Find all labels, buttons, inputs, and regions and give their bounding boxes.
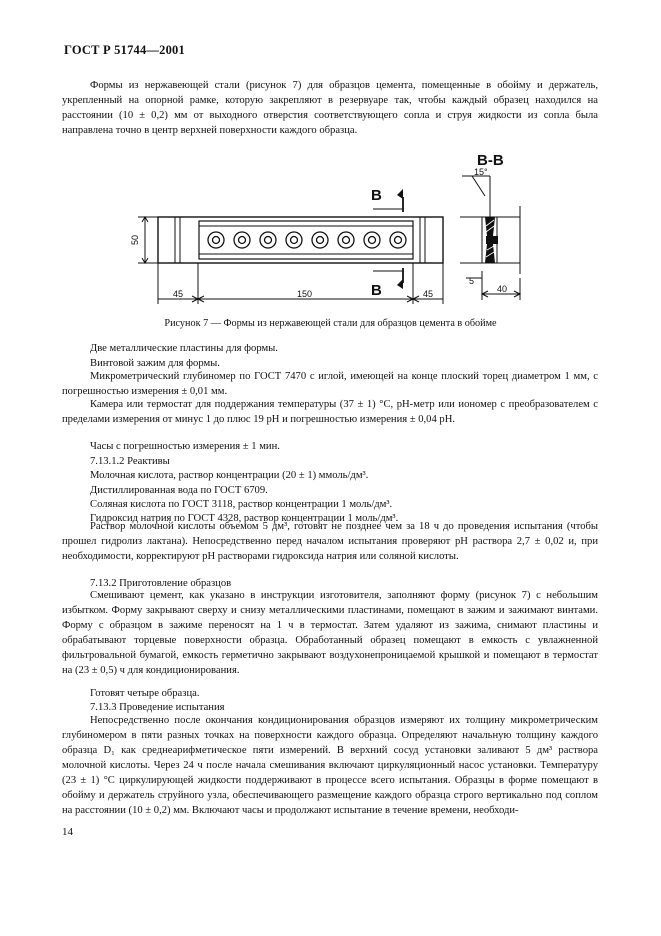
sample-hole bbox=[286, 232, 302, 248]
dim-height: 50 bbox=[130, 234, 140, 245]
subsection-heading: 7.13.1.2 Реактивы bbox=[90, 456, 170, 467]
body-paragraph: Винтовой зажим для формы. bbox=[90, 358, 220, 369]
section-mark-bottom: В bbox=[371, 282, 382, 299]
page-number: 14 bbox=[62, 826, 73, 838]
dim-right: 45 bbox=[423, 289, 434, 299]
body-paragraph: Дистиллированная вода по ГОСТ 6709. bbox=[90, 485, 268, 496]
dim-side-width: 40 bbox=[497, 284, 508, 294]
sample-hole bbox=[312, 232, 328, 248]
sample-hole bbox=[338, 232, 354, 248]
body-paragraph: Гидроксид натрия по ГОСТ 4328, раствор концентрации 1 моль/дм³. bbox=[90, 513, 399, 524]
subsection-heading: 7.13.3 Проведение испытания bbox=[90, 702, 225, 713]
figure-7-drawing bbox=[0, 0, 661, 336]
sample-hole bbox=[364, 232, 380, 248]
sample-hole bbox=[208, 232, 224, 248]
angle-label: 15° bbox=[474, 167, 488, 177]
dim-middle: 150 bbox=[297, 289, 313, 299]
body-paragraph: Камера или термостат для поддержания температуры (37 ± 1) °С, рН-метр или иономер с преобразователем с пределами измерения от минус 1 до плюс 19 рН и погрешностью измерения ± 0,04 рН. bbox=[62, 399, 598, 425]
sample-hole bbox=[260, 232, 276, 248]
standard-title: ГОСТ Р 51744—2001 bbox=[64, 43, 185, 57]
dim-side-small: 5 bbox=[469, 276, 475, 286]
sample-hole bbox=[234, 232, 250, 248]
body-paragraph: Часы с погрешностью измерения ± 1 мин. bbox=[90, 441, 280, 452]
body-paragraph: Готовят четыре образца. bbox=[90, 688, 200, 699]
body-paragraph: Микрометрический глубиномер по ГОСТ 7470 с иглой, имеющей на конце плоский торец диаметром 1 мм, с погрешностью измерения ± 0,01 мм. bbox=[62, 371, 598, 397]
body-paragraph: Две металлические пластины для формы. bbox=[90, 343, 278, 354]
subsection-heading: 7.13.2 Приготовление образцов bbox=[90, 578, 232, 589]
section-mark-top: В bbox=[371, 187, 382, 204]
dim-left: 45 bbox=[173, 289, 184, 299]
sample-hole bbox=[390, 232, 406, 248]
body-paragraph: Смешивают цемент, как указано в инструкции изготовителя, заполняют форму (рисунок 7) с небольшим избытком. Форму закрывают сверху и снизу металлическими пластинами, помещают в зажим и зажимают винтами. Форму с образцом в зажиме переносят на 1 ч в термостат. Затем удаляют из зажима, снимают пластины и обрабатывают торцевые поверхности образца. Обработанный образец помещают в емкость с увлажненной фильтровальной бумагой, емкость герметично закрывают воздухонепроницаемой крышкой и помещают в термостат на (23 ± 0,5) ч для кондиционирования. bbox=[62, 590, 598, 676]
body-paragraph: Непосредственно после окончания кондиционирования образцов измеряют их толщину микрометрическим глубиномером в пяти разных точках на поверхности каждого образца. Определяют начальную толщину каждого образца D₁ как среднеарифметическое пяти измерений. В верхний сосуд установки заливают 5 дм³ раствора молочной кислоты. Через 24 ч после начала смешивания включают циркуляционный насос установки. Температуру (23 ± 1) °С циркулирующей жидкости поддерживают в процессе всего испытания. Образцы в форме помещают в обойму и держатель струйного узла, обеспечивающего размещение каждого образца строго вертикально под соплом на расстоянии (10 ± 0,2) мм. Включают часы и продолжают испытание в течение времени, необходи- bbox=[62, 715, 598, 816]
body-paragraph: Молочная кислота, раствор концентрации (20 ± 1) ммоль/дм³. bbox=[90, 470, 369, 481]
figure-caption: Рисунок 7 — Формы из нержавеющей стали для образцов цемента в обойме bbox=[164, 318, 497, 329]
body-paragraph: Соляная кислота по ГОСТ 3118, раствор концентрации 1 моль/дм³. bbox=[90, 499, 393, 510]
body-paragraph: Раствор молочной кислоты объемом 5 дм³, готовят не позднее чем за 18 ч до проведения испытания (чтобы прошел гидролиз лактана). Непосредственно перед началом испытания проверяют рН раствора 2,7 ± 0,02 и, при необходимости, корректируют рН растворами гидроксида натрия или соляной кислоты. bbox=[62, 521, 598, 562]
section-label: В-В bbox=[477, 152, 504, 169]
intro-paragraph: Формы из нержавеющей стали (рисунок 7) для образцов цемента, помещенные в обойму и держатель, укрепленный на опорной рамке, которую закрепляют в резервуаре так, чтобы каждый образец находился на расстоянии (10 ± 0,2) мм от выходного отверстия соответствующего сопла и струя жидкости из сопла была направлена точно в центр верхней поверхности каждого образца. bbox=[62, 80, 598, 136]
